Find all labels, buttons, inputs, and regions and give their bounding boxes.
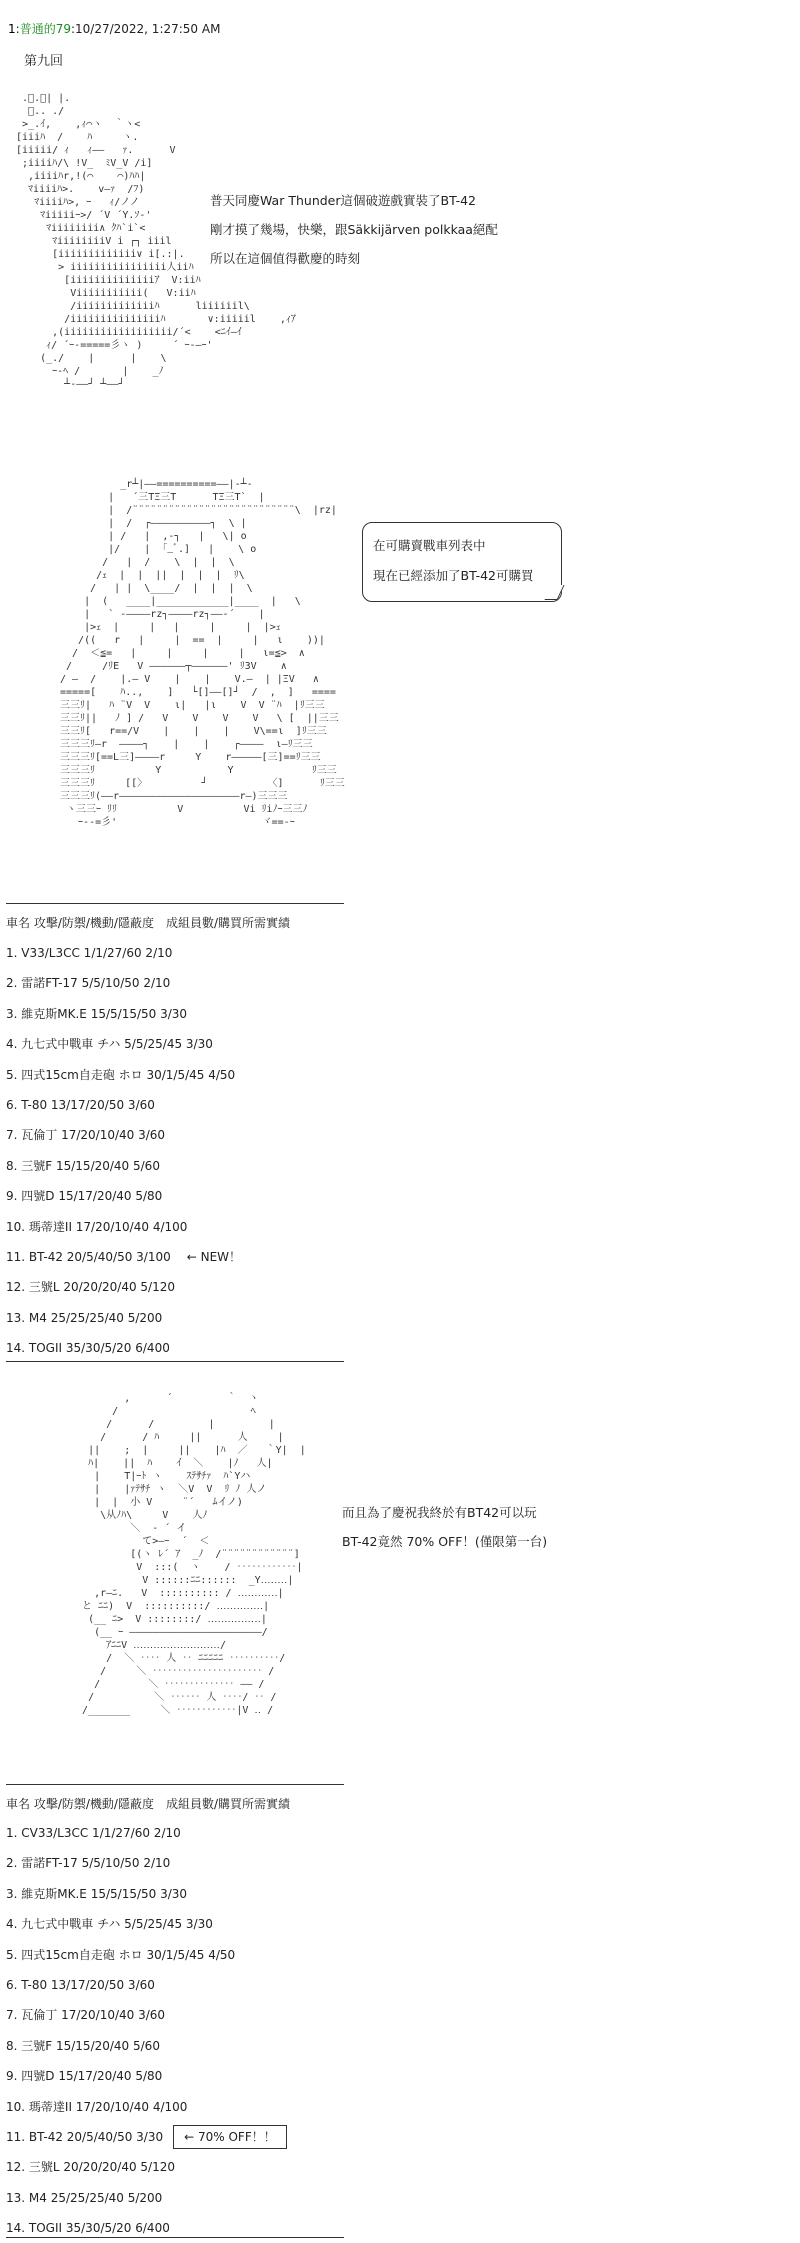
bubble-line: 在可購賣戰車列表中 [373, 538, 486, 553]
list-item: 8. 三號F 15/15/20/40 5/60 [6, 1158, 160, 1173]
speech-text-1 [210, 186, 498, 273]
divider [6, 2237, 344, 2238]
list-item: 5. 四式15cm自走砲 ホロ 30/1/5/45 4/50 [6, 1067, 236, 1082]
poster-name[interactable]: 普通的79 [19, 22, 71, 36]
post-number: 1 [8, 22, 16, 36]
ascii-art-character-2: , ´ ｀ ヽ / ﾍ / / | | / / ﾊ || 人 | || ; | || |ﾊ ／ ｀Y| | ﾊ| || ﾊ ｲ ＼ |ﾉ 人| | Τ|ｰﾄ ヽ ｽﾃｻﾁｧ ﾊ`Yハ | |ｧﾃｻﾁ ヽ ＼V V ﾘ ﾉ 人ノ | | 小 V ¨´ ﾑイノ) \从ﾉﾊ\ V 人ﾉ ＼ ‐ ´ イ て>―ｰ ´ ＜ [(ヽ ﾚ´ ｱ _ﾉ /¨¨¨¨¨¨¨¨¨¨¨¨] V :::( ヽ / ‥‥‥‥‥‥| V ::::::ﾆﾆ:::::: _Υ‥‥‥‥| ,r―ﾆ. V :::::::::: / ‥‥‥‥‥‥| と ﾆﾆ) V ::::::::::/ ‥‥‥‥‥‥‥| (__ ﾆ> V ::::::::/ ‥‥‥‥‥‥‥‥| (__ ｰ ――――――――――――――――――――――/ ｱﾆﾆV ‥‥‥‥‥‥‥‥‥‥‥‥‥/ / ＼ ‥‥ 人 ‥ ﾆﾆﾆﾆﾆ ‥‥‥‥‥/ / ＼ ‥‥‥‥‥‥‥‥‥‥‥ / / ＼ ‥‥‥‥‥‥‥ ―― / / ＼ ‥‥‥ 人 ‥‥/ ‥ / /_______ ＼ ‥‥‥‥‥‥|V ‥ / [82, 1393, 306, 1716]
list-item: 12. 三號L 20/20/20/40 5/120 [6, 2160, 176, 2175]
list-item: 13. M4 25/25/25/40 5/200 [6, 1310, 163, 1325]
speech-line: 普天同慶War Thunder這個破遊戲實裝了BT-42 [210, 193, 476, 208]
speech-bubble [362, 522, 562, 602]
divider [6, 1784, 344, 1785]
list-item: 10. 瑪蒂達II 17/20/10/40 4/100 [6, 1219, 188, 1234]
chapter-title: 第九回 [24, 54, 64, 69]
list-item: 8. 三號F 15/15/20/40 5/60 [6, 2038, 160, 2053]
list-item: 9. 四號D 15/17/20/40 5/80 [6, 1189, 163, 1204]
tank-list [6, 1818, 287, 2243]
list-item: 9. 四號D 15/17/20/40 5/80 [6, 2069, 163, 2084]
list-item-text: 11. BT-42 20/5/40/50 3/100 [6, 1249, 171, 1264]
list-item-text: 11. BT-42 20/5/40/50 3/30 [6, 2129, 164, 2144]
list-item: 3. 維克斯MK.E 15/5/15/50 3/30 [6, 1886, 188, 1901]
list-item: 7. 瓦倫丁 17/20/10/40 3/60 [6, 1128, 166, 1143]
list-item: 14. TOGII 35/30/5/20 6/400 [6, 1341, 170, 1356]
list-item-new [6, 1242, 241, 1272]
speech-line: 剛才摸了幾場，快樂，跟Säkkijärven polkkaa絕配 [210, 222, 498, 237]
list-header: 車名 攻擊/防禦/機動/隱蔽度 成組員數/購買所需實績 [6, 916, 290, 930]
post-header: 1:普通的79:10/27/2022, 1:27:50 AM [8, 22, 221, 36]
list-item: 1. V33/L3CC 1/1/27/60 2/10 [6, 946, 173, 960]
speech-text-3 [342, 1498, 547, 1556]
new-note: ← NEW！ [186, 1249, 242, 1264]
list-item: 2. 雷諾FT-17 5/5/10/50 2/10 [6, 1856, 171, 1871]
tank-list [6, 938, 241, 1363]
list-item: 4. 九七式中戰車 チハ 5/5/25/45 3/30 [6, 1917, 213, 1932]
list-item: 1. CV33/L3CC 1/1/27/60 2/10 [6, 1826, 181, 1840]
speech-line: BT-42竟然 70% OFF！(僅限第一台) [342, 1534, 548, 1549]
list-item: 14. TOGII 35/30/5/20 6/400 [6, 2221, 170, 2236]
list-item: 7. 瓦倫丁 17/20/10/40 3/60 [6, 2008, 166, 2023]
list-item: 4. 九七式中戰車 チハ 5/5/25/45 3/30 [6, 1037, 213, 1052]
list-item: 6. T-80 13/17/20/50 3/60 [6, 1097, 155, 1112]
off-note: ← 70% OFF！！ [173, 2125, 287, 2149]
speech-line: 所以在這個值得歡慶的時刻 [210, 251, 361, 266]
list-item: 5. 四式15cm自走砲 ホロ 30/1/5/45 4/50 [6, 1947, 236, 1962]
ascii-art-robot: _r┴|――==========――|-┴- | ´三ΤΞ三Τ ΤΞ三Τ` | | /¨¨¨¨¨¨¨¨¨¨¨¨¨¨¨¨¨¨¨¨¨¨¨¨¨¨¨\ |rz| | / ┌――――――――――┐ \ | | / | ,-┐ | \| o |/ | ｢_ﾞ.] | \ o / | / \ | | \ /ｪ | | || | | | ﾘ\ / | | \____/ | | | \ | ( ____|____________|____ | \ | ` ‐――――rz┐――――rz┐――‐´ | |>ｪ | | | | | |>ｪ /(( r | | == | | ι ))| / ＜≦= | | | | ι=≦> ∧ / /ﾘE V ――――――┬――――――' ﾘ3V ∧ / ― / |.― V | | V.― | |ΞV ∧ =====[ ﾊ.., ] └[]――[]┘ / , ] ==== 三三ﾘ| ﾊ ¨V V ι| |ι V V ¨ﾊ |ﾘ三三 三三ﾘ|| ﾉ ] / V V V V \ [ ||三三 三三ﾘ[ r==/V | | | V\==ι ]ﾘ三三 三三三ﾘ―r ――――┐ | | ┌―――― ι―ﾘ三三 三三三ﾘ[==L三]――――r Y r―――――[三]==ﾘ三三 三三三ﾘ Y Y ﾘ三三 三三三ﾘ [[〉 ┘ 〈] ﾘ三三 三三三ﾘ(――r――――――――――――――――――――r―)三三三 ヽ三三ｰ ﾘﾘ V Vi ﾘiﾉｰ三三ﾉ ｰ--=彡' ヾ==-ｰ [60, 479, 345, 828]
divider [6, 903, 344, 904]
list-item: 10. 瑪蒂達II 17/20/10/40 4/100 [6, 2099, 188, 2114]
list-header: 車名 攻擊/防禦/機動/隱蔽度 成組員數/購買所需實績 [6, 1797, 290, 1811]
list-item-sale [6, 2122, 287, 2152]
ascii-art-character: .ﾞ.ﾞ| |. ﾞ.. ./ >_.ｲ, ,ｨ⌒ヽ ｀ヽ< [iiiﾊ / ﾊ ヽ. [iiiii/ ｨ ｨ―― ｧ. V ;iiiiﾊ/\ !V_ ﾐV_V /i] ,iiiiﾊr,!(⌒ ⌒)ﾊﾊ| ﾏiiiiﾊ>. v―ｧ /ﾌ) ﾏiiiiﾊ>, ｰ ｨ/ノノ ﾏiiiiiｰ>/ ´V ´Y.ｿ-' ﾏiiiiiiii∧ ｸﾊ`i`< ﾏiiiiiiiiV i ┌┐ iiil [iiiiiiiiiiiii∨ i[.:|. > iiiiiiiiiiiiiiii人iiﾊ [iiiiiiiiiiiiiiｱ V:iiﾊ Viiiiiiiiiii( V:iiﾊ /iiiiiiiiiiiiiﾊ liiiiiil\ /iiiiiiiiiiiiiiiﾊ ∨:iiiiil ,ｨｱ ,(iiiiiiiiiiiiiiiiii/´< <ﾆｲ―ｲ ｨ/ ´ｰ-=====彡ヽ ) ´ ｰ-―ｰ' (_./ | | \ ｰ-ﾍ / | _ﾉ ┴-――┘ ┴――┘ [16, 93, 296, 390]
list-item: 6. T-80 13/17/20/50 3/60 [6, 1977, 155, 1992]
list-item: 12. 三號L 20/20/20/40 5/120 [6, 1280, 176, 1295]
bubble-line: 現在已經添加了BT-42可購買 [373, 568, 534, 583]
list-item: 13. M4 25/25/25/40 5/200 [6, 2190, 163, 2205]
list-item: 3. 維克斯MK.E 15/5/15/50 3/30 [6, 1006, 188, 1021]
post-timestamp: :10/27/2022, 1:27:50 AM [70, 22, 221, 36]
list-item: 2. 雷諾FT-17 5/5/10/50 2/10 [6, 976, 171, 991]
speech-line: 而且為了慶祝我終於有BT42可以玩 [342, 1505, 537, 1520]
divider [6, 1361, 344, 1362]
